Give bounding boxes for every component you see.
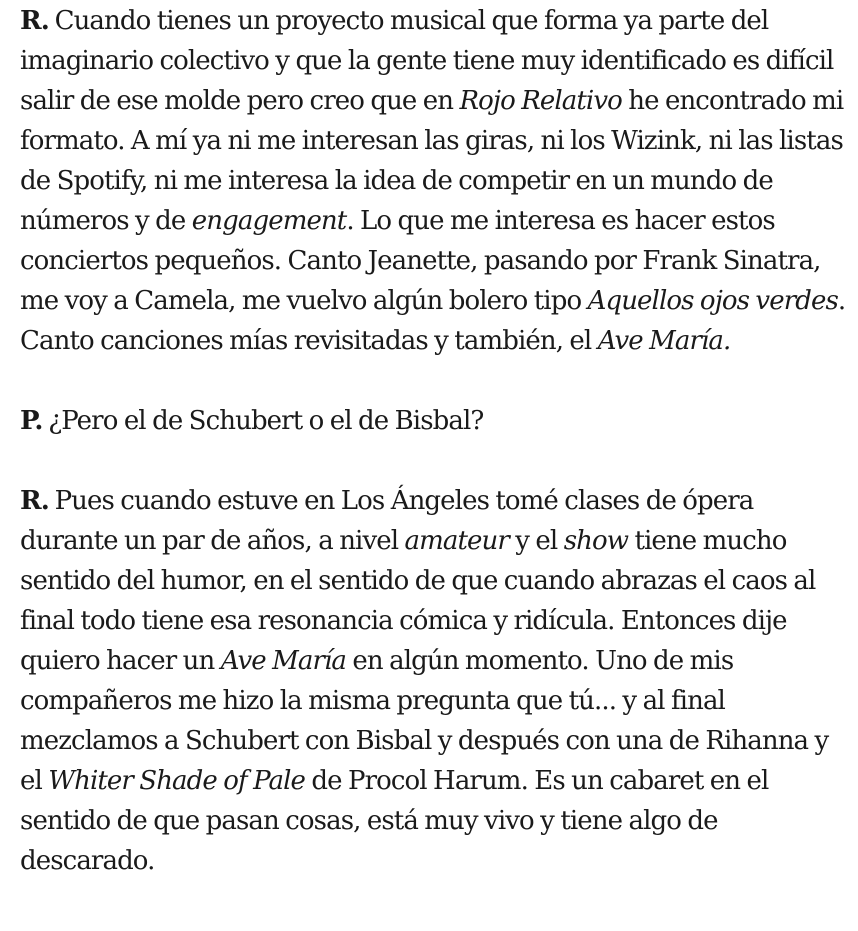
answer-text: . Canto canciones mías revisitadas y también, el bbox=[20, 286, 846, 356]
song-aquellos-ojos-verdes: Aquellos ojos verdes bbox=[587, 286, 838, 316]
answer-text: de Procol Harum. Es un cabaret en el sentido de que pasan cosas, está muy vivo y tiene algo de descarado. bbox=[20, 766, 769, 876]
answer-text: Pues cuando estuve en Los Ángeles tomé clases de ópera durante un par de años, a nivel bbox=[20, 486, 754, 556]
question-paragraph bbox=[20, 401, 846, 441]
answer-text: . Lo que me interesa es hacer estos conciertos pequeños. Canto Jeanette, pasando por Frank Sinatra, me voy a Camela, me vuelvo algún bolero tipo bbox=[20, 206, 821, 316]
answer-marker: R. bbox=[20, 6, 49, 36]
answer-text: he encontrado mi formato. A mí ya ni me interesan las giras, ni los Wizink, ni las listas de Spotify, ni me interesa la idea de competir en un mundo de números y de bbox=[20, 86, 844, 236]
term-show: show bbox=[563, 526, 629, 556]
song-ave-maria: Ave María bbox=[220, 646, 347, 676]
answer-text: en algún momento. Uno de mis compañeros me hizo la misma pregunta que tú... y al final mezclamos a Schubert con Bisbal y después con una de Rihanna y el bbox=[20, 646, 829, 796]
song-whiter-shade-of-pale: Whiter Shade of Pale bbox=[48, 766, 306, 796]
answer-text: y el bbox=[508, 526, 564, 556]
answer-paragraph bbox=[20, 481, 846, 881]
term-engagement: engagement bbox=[191, 206, 347, 236]
song-ave-maria: Ave María. bbox=[597, 326, 731, 356]
question-text: ¿Pero el de Schubert o el de Bisbal? bbox=[48, 406, 484, 436]
answer-text: Cuando tienes un proyecto musical que forma ya parte del imaginario colectivo y que la gente tiene muy identificado es difícil salir de ese molde pero creo que en bbox=[20, 6, 834, 116]
question-marker: P. bbox=[20, 406, 43, 436]
interview-article bbox=[0, 1, 858, 881]
term-amateur: amateur bbox=[404, 526, 509, 556]
answer-text: tiene mucho sentido del humor, en el sentido de que cuando abrazas el caos al final todo tiene esa resonancia cómica y ridícula. Entonces dije quiero hacer un bbox=[20, 526, 816, 676]
answer-paragraph bbox=[20, 1, 846, 361]
title-rojo-relativo: Rojo Relativo bbox=[459, 86, 622, 116]
answer-marker: R. bbox=[20, 486, 49, 516]
